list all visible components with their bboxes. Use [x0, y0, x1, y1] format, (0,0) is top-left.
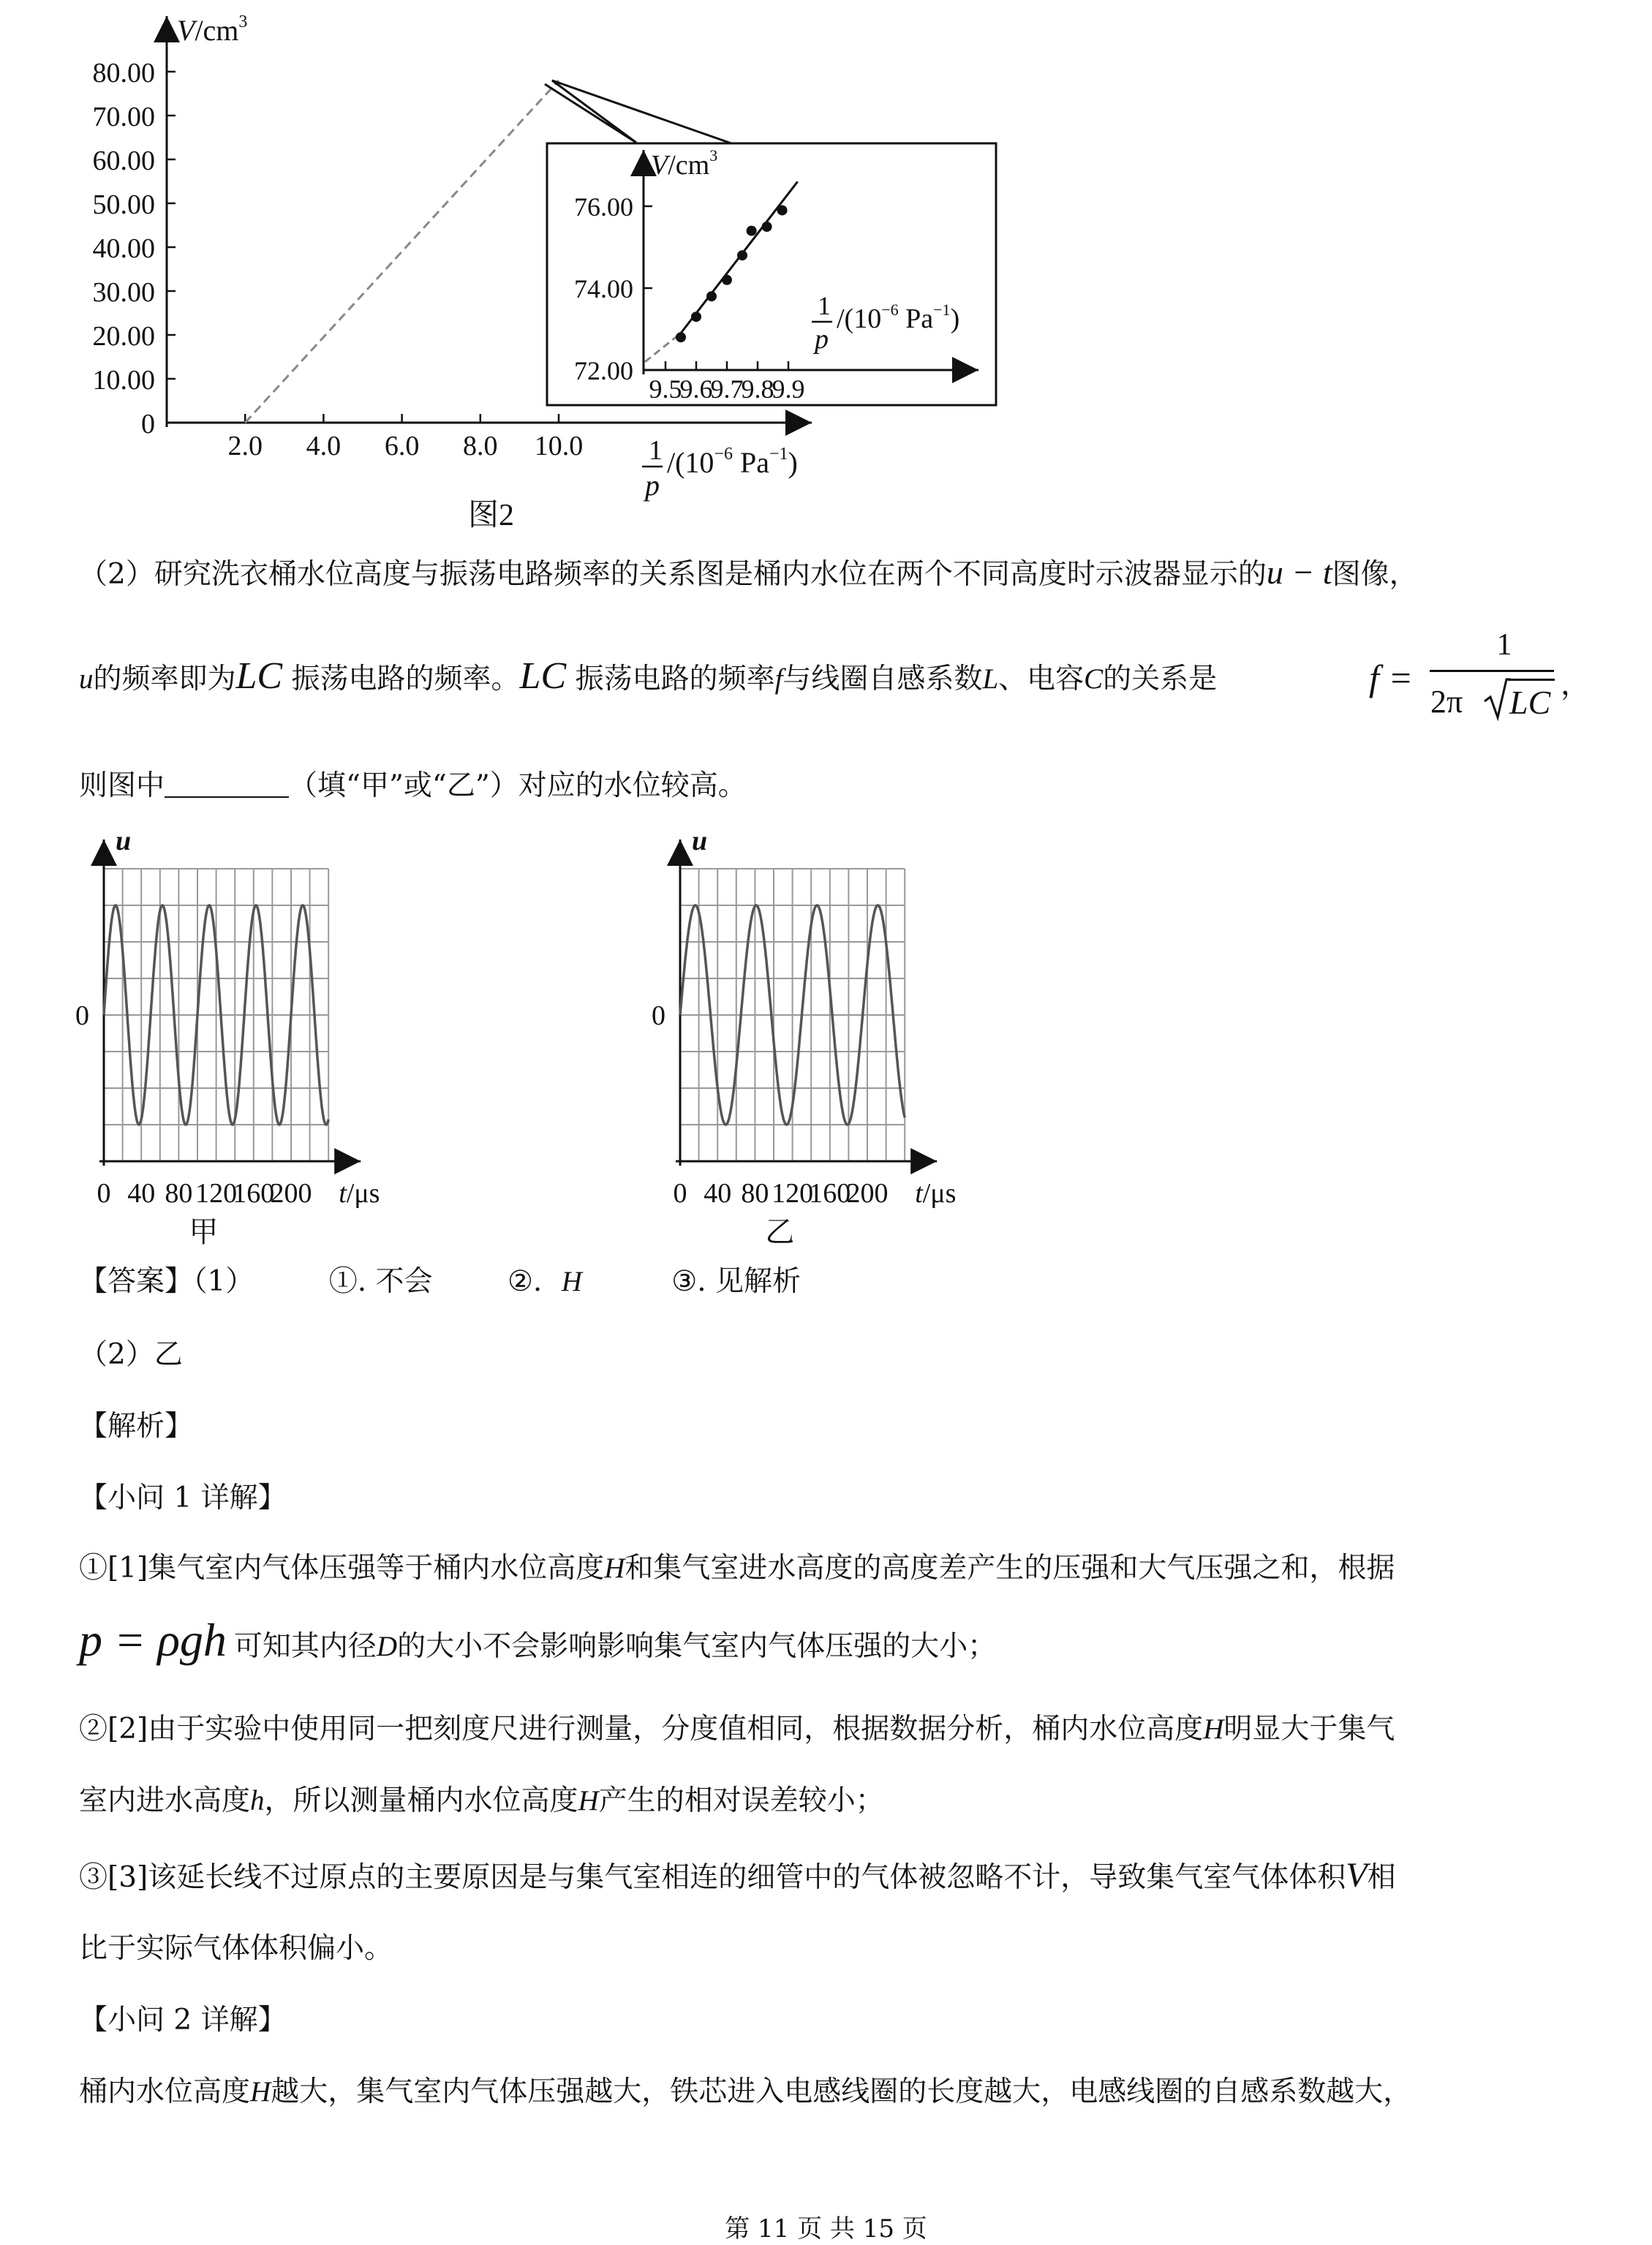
wave-xtick-label: 80 — [165, 1178, 193, 1209]
p4-H: H — [578, 1785, 599, 1816]
wave-xtick-label: 160 — [233, 1178, 275, 1209]
wave-y-label: u — [692, 826, 708, 856]
inset-x-label-num: 1 — [818, 291, 831, 320]
wave-xtick-label: 40 — [704, 1178, 732, 1209]
inset-data-point — [737, 250, 747, 260]
q2-line-1 — [79, 554, 1418, 593]
p4-h: h — [250, 1785, 265, 1816]
p3-H: H — [1203, 1713, 1224, 1745]
inset-data-point — [691, 312, 701, 322]
wave-caption: 甲 — [189, 1215, 219, 1248]
sqrt-sign — [1483, 676, 1512, 720]
wave-chart-yi — [652, 826, 956, 1248]
main-xtick-label: 4.0 — [306, 431, 342, 461]
q2-line-1-text: （2）研究洗衣桶水位高度与振荡电路频率的关系图是桶内水位在两个不同高度时示波器显示的 — [79, 558, 1267, 591]
inset-data-point — [762, 222, 772, 232]
analysis-para-4 — [79, 1783, 884, 1819]
wave-xtick-label: 40 — [127, 1178, 156, 1209]
q2-line-1-end: 图像， — [1332, 558, 1418, 591]
q2-line-2 — [79, 655, 1218, 698]
wave-x-label: t/μs — [915, 1178, 957, 1209]
inset-data-point — [722, 275, 732, 285]
figure-2-chart — [0, 0, 1652, 541]
inset-callout — [545, 80, 731, 143]
formula-f-eq: f = — [1369, 657, 1414, 698]
inset-ytick-label: 74.00 — [574, 274, 633, 303]
analysis-para-3 — [79, 1711, 1395, 1748]
p4-text-c: 产生的相对误差较小； — [598, 1784, 884, 1817]
analysis-para-1 — [79, 1550, 1395, 1587]
main-ytick-label: 60.00 — [92, 146, 155, 176]
main-xtick-label: 2.0 — [227, 431, 263, 461]
wave-caption: 乙 — [765, 1215, 795, 1248]
main-x-label-unit: $/(10^{-6}$ $Pa^{-1}$) — [667, 445, 798, 479]
analysis-para-6: 比于实际气体体积偏小。 — [79, 1932, 393, 1965]
p2-text-a: 可知其内径 — [233, 1630, 377, 1663]
inset-x-label-den: p — [815, 324, 829, 355]
wave-xtick-label: 0 — [97, 1178, 111, 1209]
lc-symbol-1: LC — [235, 655, 283, 697]
inset-data-point — [777, 205, 788, 216]
p2-text-b: 的大小不会影响影响集气室内气体压强的大小； — [397, 1630, 997, 1663]
answer-2: ②. — [507, 1265, 543, 1298]
p5-text-a: ③[3]该延长线不过原点的主要原因是与集气室相连的细管中的气体被忽略不计，导致集气室气体体积 — [79, 1861, 1346, 1894]
q2-line-3 — [79, 768, 747, 804]
wave-zero-label: 0 — [652, 1000, 665, 1031]
answer-line — [79, 1264, 801, 1300]
p2-D: D — [376, 1631, 398, 1662]
main-ytick-label: 30.00 — [92, 277, 155, 308]
q2-line-2-text-g: 的关系是 — [1103, 663, 1218, 695]
figure-2-caption: 图2 — [468, 499, 515, 532]
p4-text-b: ，所以测量桶内水位高度 — [264, 1784, 578, 1817]
answer-3: ③. 见解析 — [671, 1265, 802, 1298]
wave-xtick-label: 80 — [741, 1178, 769, 1209]
p1-H: H — [604, 1552, 625, 1584]
wave-xtick-label: 0 — [673, 1178, 687, 1209]
wave-zero-label: 0 — [75, 1000, 89, 1031]
L-symbol: L — [982, 663, 999, 695]
main-xtick-label: 8.0 — [463, 431, 498, 461]
main-ytick-label: 70.00 — [92, 102, 155, 132]
wave-x-label: t/μs — [339, 1178, 380, 1209]
p3-text-b: 明显大于集气 — [1223, 1713, 1395, 1746]
inset-y-label: $V/cm^3$ — [651, 146, 718, 181]
analysis-para-7 — [79, 2074, 1411, 2110]
main-ytick-label: 50.00 — [92, 189, 155, 220]
C-symbol: C — [1084, 663, 1104, 695]
main-dashed-line — [245, 80, 559, 423]
wave-xtick-label: 200 — [270, 1178, 312, 1209]
u-t-symbol: u − t — [1266, 554, 1332, 591]
q2-line-2-text-d: 与线圈自感系数 — [782, 663, 983, 695]
page-footer: 第 11 页 共 15 页 — [725, 2214, 927, 2244]
inset-x-label-unit: $/(10^{-6}$ $Pa^{-1}$) — [837, 301, 960, 334]
p4-text-a: 室内进水高度 — [79, 1784, 251, 1817]
p7-H: H — [250, 2076, 271, 2108]
answer-1: ①. 不会 — [328, 1265, 433, 1298]
u-symbol: u — [79, 663, 94, 695]
formula-comma: ， — [1561, 668, 1590, 701]
analysis-heading: 【解析】 — [79, 1410, 194, 1443]
inset-ytick-label: 72.00 — [574, 356, 633, 385]
main-xtick-label: 10.0 — [534, 431, 584, 461]
answer-q2: （2）乙 — [79, 1338, 183, 1371]
q2-line-3-text-b: （填“甲”或“乙”）对应的水位较高。 — [289, 769, 747, 802]
main-x-label-num: 1 — [649, 435, 663, 466]
p3-text-a: ②[2]由于实验中使用同一把刻度尺进行测量，分度值相同，根据数据分析，桶内水位高度 — [79, 1713, 1204, 1746]
formula-fraction-bar — [1430, 670, 1554, 672]
p5-text-b: 相 — [1367, 1861, 1396, 1894]
p1-text-a: ①[1]集气室内气体压强等于桶内水位高度 — [79, 1552, 605, 1585]
lc-symbol-2: LC — [519, 655, 567, 697]
wave-charts — [0, 819, 1652, 1258]
main-xtick-label: 6.0 — [384, 431, 420, 461]
p1-text-b: 和集气室进水高度的高度差产生的压强和大气压强之和，根据 — [625, 1552, 1395, 1585]
inset-xtick-label: 9.6 — [679, 374, 713, 404]
q2-line-2-text-c: 振荡电路的频率 — [575, 663, 775, 695]
main-x-label-den: p — [645, 469, 660, 502]
main-ytick-label: 80.00 — [92, 58, 155, 88]
answer-label: 【答案】（1） — [79, 1265, 254, 1298]
q2-line-3-text-a: 则图中 — [79, 769, 165, 802]
inset-data-point — [747, 226, 757, 236]
inset-xtick-label: 9.5 — [649, 374, 682, 404]
subquestion-1-heading: 【小问 1 详解】 — [79, 1482, 287, 1514]
f-symbol: f — [774, 663, 783, 695]
wave-y-label: u — [116, 826, 132, 856]
inset-xtick-label: 9.7 — [710, 374, 744, 404]
inset-ytick-label: 76.00 — [574, 192, 633, 222]
sqrt-overline — [1508, 679, 1555, 681]
inset-xtick-label: 9.8 — [741, 374, 774, 404]
p7-text-a: 桶内水位高度 — [79, 2075, 251, 2108]
p5-V: V — [1346, 1856, 1368, 1895]
inset-data-point — [676, 332, 686, 342]
wave-xtick-label: 160 — [809, 1178, 851, 1209]
formula-numerator: 1 — [1496, 628, 1512, 662]
subquestion-2-heading: 【小问 2 详解】 — [79, 2004, 287, 2037]
main-ytick-label: 20.00 — [92, 321, 155, 352]
wave-xtick-label: 120 — [772, 1178, 814, 1209]
inset-xtick-label: 9.9 — [772, 374, 805, 404]
main-ytick-label: 0 — [141, 409, 155, 439]
formula-denominator-a: 2π — [1430, 684, 1463, 720]
q2-line-2-text-a: 的频率即为 — [93, 663, 236, 695]
pressure-formula: p = ρgh — [79, 1614, 227, 1666]
analysis-para-5 — [79, 1857, 1396, 1896]
formula-denominator-b: LC — [1509, 684, 1551, 721]
wave-xtick-label: 200 — [846, 1178, 889, 1209]
p7-text-b: 越大，集气室内气体压强越大，铁芯进入电感线圈的长度越大，电感线圈的自感系数越大， — [271, 2075, 1412, 2108]
analysis-para-2 — [79, 1614, 997, 1666]
answer-2-H: H — [561, 1266, 582, 1297]
main-ytick-label: 40.00 — [92, 233, 155, 264]
wave-xtick-label: 120 — [195, 1178, 238, 1209]
inset-data-point — [706, 291, 717, 301]
main-ytick-label: 10.00 — [92, 365, 155, 396]
q2-line-2-text-e: 、电容 — [998, 663, 1085, 695]
q2-line-2-text-b: 振荡电路的频率。 — [291, 663, 520, 695]
main-y-label: $V/cm^3$ — [177, 12, 248, 47]
answer-blank[interactable] — [165, 769, 289, 798]
wave-chart-jia — [75, 826, 380, 1248]
